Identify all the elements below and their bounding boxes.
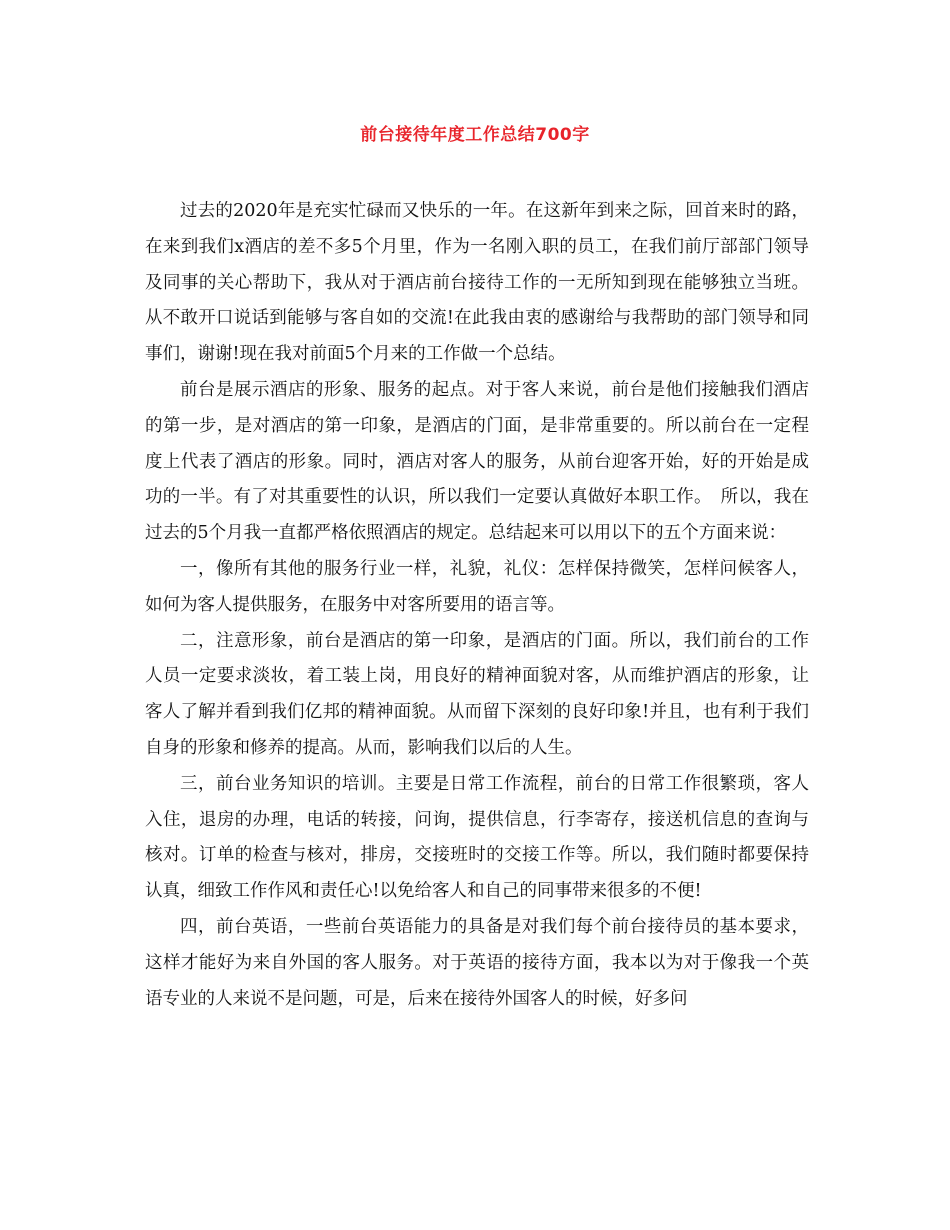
paragraph-6: 四，前台英语，一些前台英语能力的具备是对我们每个前台接待员的基本要求，这样才能好为来自外国的客人服务。对于英语的接待方面，我本以为对于像我一个英语专业的人来说不是问题，可是，后来在接待外国客人的时候，好多问 bbox=[145, 916, 809, 1009]
paragraph-5: 三，前台业务知识的培训。主要是日常工作流程，前台的日常工作很繁琐，客人入住，退房的办理，电话的转接，问询，提供信息，行李寄存，接送机信息的查询与核对。订单的检查与核对，排房，交接班时的交接工作等。所以，我们随时都要保持认真，细致工作作风和责任心!以免给客人和自己的同事带来很多的不便! bbox=[145, 773, 809, 902]
document-title: 前台接待年度工作总结700字 bbox=[360, 125, 590, 145]
document-body bbox=[145, 194, 809, 1017]
paragraph-3: 一，像所有其他的服务行业一样，礼貌，礼仪：怎样保持微笑，怎样问候客人，如何为客人提供服务，在服务中对客所要用的语言等。 bbox=[145, 558, 809, 615]
paragraph-2: 前台是展示酒店的形象、服务的起点。对于客人来说，前台是他们接触我们酒店的第一步，是对酒店的第一印象，是酒店的门面，是非常重要的。所以前台在一定程度上代表了酒店的形象。同时，酒店对客人的服务，从前台迎客开始，好的开始是成功的一半。有了对其重要性的认识，所以我们一定要认真做好本职工作。 所以，我在过去的5个月我一直都严格依照酒店的规定。总结起来可以用以下的五个方面来说： bbox=[145, 379, 809, 544]
paragraph-4: 二，注意形象，前台是酒店的第一印象，是酒店的门面。所以，我们前台的工作人员一定要求淡妆，着工装上岗，用良好的精神面貌对客，从而维护酒店的形象，让客人了解并看到我们亿邦的精神面貌。从而留下深刻的良好印象!并且，也有利于我们自身的形象和修养的提高。从而，影响我们以后的人生。 bbox=[145, 630, 809, 758]
paragraph-1: 过去的2020年是充实忙碌而又快乐的一年。在这新年到来之际，回首来时的路，在来到我们x酒店的差不多5个月里，作为一名刚入职的员工，在我们前厅部部门领导及同事的关心帮助下，我从对于酒店前台接待工作的一无所知到现在能够独立当班。从不敢开口说话到能够与客自如的交流!在此我由衷的感谢给与我帮助的部门领导和同事们，谢谢!现在我对前面5个月来的工作做一个总结。 bbox=[145, 201, 809, 365]
